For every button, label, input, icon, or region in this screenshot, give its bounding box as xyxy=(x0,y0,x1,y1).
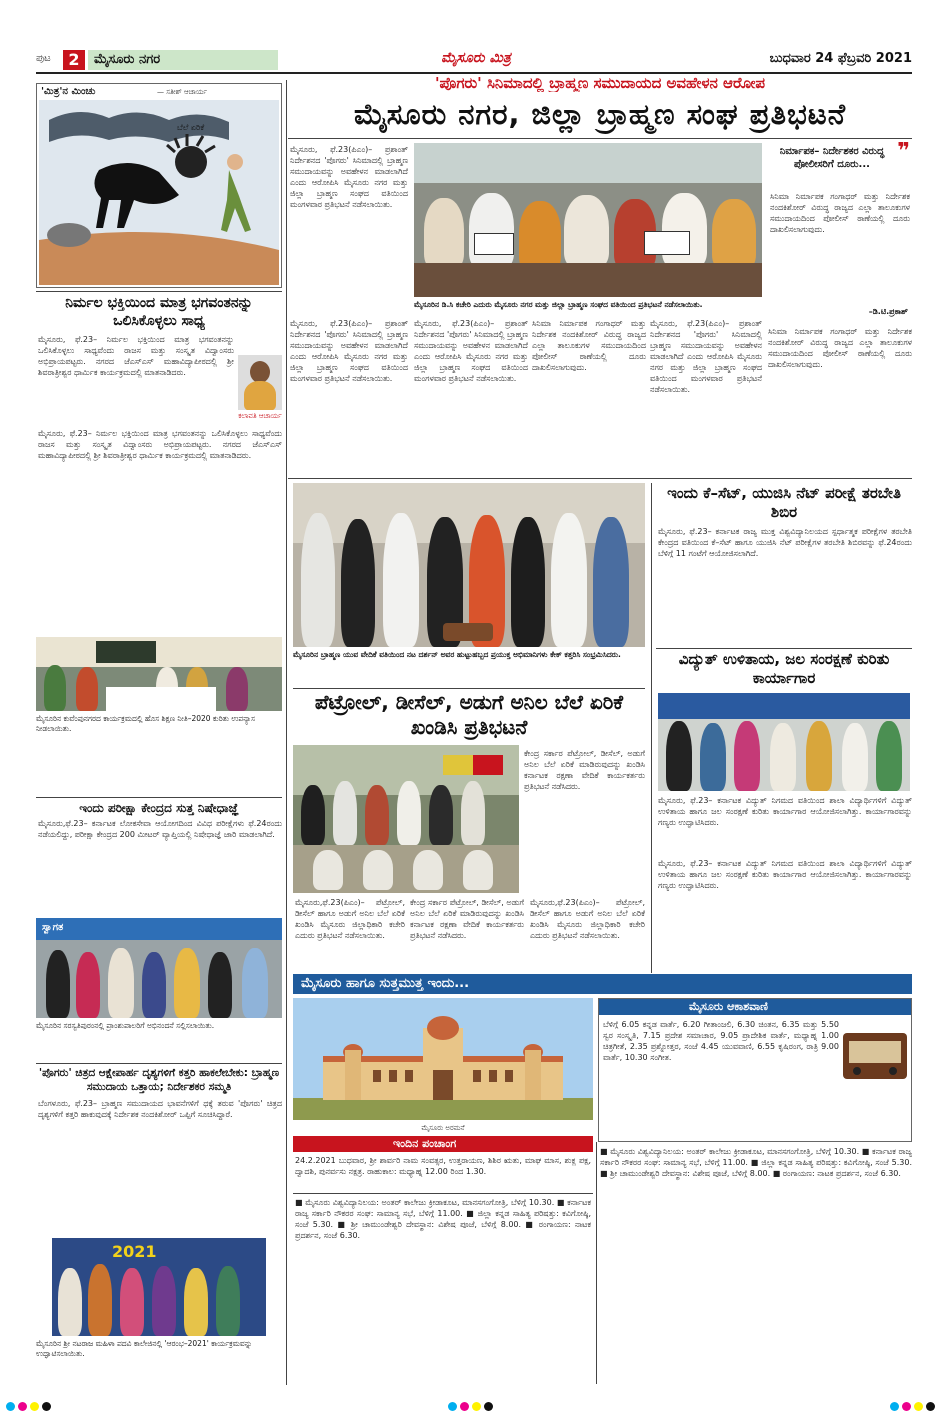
quote-author: –ಡಿ.ಟಿ.ಪ್ರಕಾಶ್ xyxy=(868,307,908,316)
lead-protest-photo xyxy=(414,143,762,297)
devotion-portrait xyxy=(238,355,282,410)
page-number-box xyxy=(63,50,85,70)
panchanga-title-bar: ಇಂದಿನ ಪಂಚಾಂಗ xyxy=(293,1136,593,1152)
lead-kicker: 'ಪೊಗರು' ಸಿನಿಮಾದಲ್ಲಿ ಬ್ರಾಹ್ಮಣ ಸಮುದಾಯದ ಅವಹೇಳನ ಆರೋಪ xyxy=(434,74,766,92)
panchanga-body: 24.2.2021 ಬುಧವಾರ, ಶ್ರೀ ಶಾರ್ವರಿ ನಾಮ ಸಂವತ್ಸರ, ಉತ್ತರಾಯಣ, ಶಿಶಿರ ಋತು, ಮಾಘ ಮಾಸ, ಶುಕ್ಲ ಪಕ್ಷ, ದ್ವಾದಶಿ, ಪುನರ್ವಸು ನಕ್ಷತ್ರ. ರಾಹುಕಾಲ: ಮಧ್ಯಾಹ್ನ 12.00 ರಿಂದ 1.30. xyxy=(295,1156,591,1176)
palace-photo xyxy=(293,998,593,1120)
devotion-body-2: ಮೈಸೂರು, ಫೆ.23– ನಿರ್ಮಲ ಭಕ್ತಿಯಿಂದ ಮಾತ್ರ ಭಗವಂತನನ್ನು ಒಲಿಸಿಕೊಳ್ಳಲು ಸಾಧ್ಯವೆಂದು ರಾಜಸ ಮತ್ತು ಸಂಸ್ಕೃತ ವಿದ್ವಾಂಸರು ಅಭಿಪ್ರಾಯಪಟ್ಟರು. ನಗರದ ಜೆಎಸ್ಎಸ್ ಮಹಾವಿದ್ಯಾಪೀಠದಲ್ಲಿ ಶ್ರೀ ಶಿವರಾತ್ರೀಶ್ವರ ಧಾರ್ಮಿಕ ಕಾರ್ಯಕ್ರಮದಲ್ಲಿ ಮಾತನಾಡಿದರು. xyxy=(38,429,282,460)
page-label: ಪುಟ xyxy=(36,53,51,64)
fuel-headline: ಪೆಟ್ರೋಲ್, ಡೀಸೆಲ್, ಅಡುಗೆ ಅನಿಲ ಬೆಲೆ ಏರಿಕೆ ಖಂಡಿಸಿ ಪ್ರತಿಭಟನೆ xyxy=(314,690,624,739)
today-banner: ಮೈಸೂರು ಹಾಗೂ ಸುತ್ತಮುತ್ತ ಇಂದು... xyxy=(293,974,912,994)
cartoon-panel xyxy=(36,83,282,288)
cartoon-bubble: ಬೆಲೆ ಏರಿಕೆ xyxy=(177,123,205,132)
brahmin2-body: ಬೆಂಗಳೂರು, ಫೆ.23– ಬ್ರಾಹ್ಮಣ ಸಮುದಾಯದ ಭಾವನೆಗಳಿಗೆ ಧಕ್ಕೆ ತರುವ 'ಪೊಗರು' ಚಿತ್ರದ ದೃಶ್ಯಗಳಿಗೆ ಕತ್ತರಿ ಹಾಕುವುದಕ್ಕೆ ನಿರ್ದೇಶಕ ನಂದಕಿಶೋರ್ ಒಪ್ಪಿಗೆ ಸೂಚಿಸಿದ್ದಾರೆ. xyxy=(38,1099,282,1119)
brahmin2-photo: 2021 xyxy=(52,1238,266,1336)
masthead: ಮೈಸೂರು ಮಿತ್ರ xyxy=(441,50,511,66)
quote-mark: ❞ xyxy=(897,139,910,164)
fuel-body-3: ಮೈಸೂರು,ಫೆ.23(ಪಿಎಂ)– ಪೆಟ್ರೋಲ್, ಡೀಸೆಲ್ ಹಾಗೂ ಅಡುಗೆ ಅನಿಲ ಬೆಲೆ ಏರಿಕೆ ಖಂಡಿಸಿ ಮೈಸೂರು ಜಿಲ್ಲಾಧಿಕಾರಿ ಕಚೇರಿ ಎದುರು ಪ್ರತಿಭಟನೆ ನಡೆಸಲಾಯಿತು. xyxy=(530,898,645,940)
exam-photo-caption: ಮೈಸೂರಿನ ಸರಸ್ವತಿಪುರಂನಲ್ಲಿ ಪ್ರಾಂಶುಪಾಲರಿಗೆ ಅಭಿನಂದನೆ ಸಲ್ಲಿಸಲಾಯಿತು. xyxy=(36,1021,215,1030)
fuel-body: ಕೇಂದ್ರ ಸರ್ಕಾರ ಪೆಟ್ರೋಲ್, ಡೀಸೆಲ್, ಅಡುಗೆ ಅನಿಲ ಬೆಲೆ ಏರಿಕೆ ಮಾಡಿರುವುದನ್ನು ಖಂಡಿಸಿ ಕರ್ನಾಟಕ ರಕ್ಷಣಾ ವೇದಿಕೆ ಕಾರ್ಯಕರ್ತರು ಪ್ರತಿಭಟನೆ ನಡೆಸಿದರು. xyxy=(524,749,645,791)
color-registration-right xyxy=(890,1402,940,1414)
fuel-dateline: ಮೈಸೂರು,ಫೆ.23(ಪಿಎಂ)– ಪೆಟ್ರೋಲ್, ಡೀಸೆಲ್ ಹಾಗೂ ಅಡುಗೆ ಅನಿಲ ಬೆಲೆ ಏರಿಕೆ ಖಂಡಿಸಿ ಮೈಸೂರು ಜಿಲ್ಲಾಧಿಕಾರಿ ಕಚೇರಿ ಎದುರು ಪ್ರತಿಭಟನೆ ನಡೆಸಲಾಯಿತು. xyxy=(295,898,405,940)
exam-photo xyxy=(36,918,282,1018)
lead-quote-box xyxy=(768,139,912,323)
kset-body: ಮೈಸೂರು, ಫೆ.23– ಕರ್ನಾಟಕ ರಾಜ್ಯ ಮುಕ್ತ ವಿಶ್ವವಿದ್ಯಾನಿಲಯದ ಸ್ಪರ್ಧಾತ್ಮಕ ಪರೀಕ್ಷೆಗಳ ತರಬೇತಿ ಕೇಂದ್ರದ ವತಿಯಿಂದ ಕೆ–ಸೆಟ್ ಹಾಗೂ ಯುಜಿಸಿ ನೆಟ್ ಪರೀಕ್ಷೆಗಳ ತರಬೇತಿ ಶಿಬಿರವನ್ನು ಫೆ.24ರಂದು ಬೆಳಿಗ್ಗೆ 11 ಗಂಟೆಗೆ ಆಯೋಜಿಸಲಾಗಿದೆ. xyxy=(658,527,912,558)
lead-body-5: ಮೈಸೂರು, ಫೆ.23(ಪಿಎಂ)– ಪ್ರಶಾಂತ್ ನಿರ್ದೇಶನದ 'ಪೊಗರು' ಸಿನಿಮಾದಲ್ಲಿ ಬ್ರಾಹ್ಮಣ ಸಮುದಾಯವನ್ನು ಅವಹೇಳನ ಮಾಡಲಾಗಿದೆ ಎಂದು ಆರೋಪಿಸಿ ಮೈಸೂರು ನಗರ ಮತ್ತು ಜಿಲ್ಲಾ ಬ್ರಾಹ್ಮಣ ಸಂಘದ ವತಿಯಿಂದ ಮಂಗಳವಾರ ಪ್ರತಿಭಟನೆ ನಡೆಸಲಾಯಿತು. xyxy=(650,319,762,394)
group-photo-caption: ಮೈಸೂರಿನ ಬ್ರಾಹ್ಮಣ ಯುವ ವೇದಿಕೆ ವತಿಯಿಂದ ನಟ ದರ್ಶನ್ ಅವರ ಹುಟ್ಟುಹಬ್ಬದ ಪ್ರಯುಕ್ತ ಅಭಿಮಾನಿಗಳು ಕೇಕ್ ಕತ್ತರಿಸಿ ಸಂಭ್ರಮಿಸಿದರು. xyxy=(293,650,621,659)
lead-photo-caption: ಮೈಸೂರಿನ ಡಿ.ಸಿ ಕಚೇರಿ ಎದುರು ಮೈಸೂರು ನಗರ ಮತ್ತು ಜಿಲ್ಲಾ ಬ್ರಾಹ್ಮಣ ಸಂಘದ ವತಿಯಿಂದ ಪ್ರತಿಭಟನೆ ನಡೆಸಲಾಯಿತು. xyxy=(414,300,703,309)
cartoon-title: 'ಮಿತ್ರ'ನ ಮಿಂಚು xyxy=(41,86,96,97)
lead-body-3: ಮೈಸೂರು, ಫೆ.23(ಪಿಎಂ)– ಪ್ರಶಾಂತ್ ನಿರ್ದೇಶನದ 'ಪೊಗರು' ಸಿನಿಮಾದಲ್ಲಿ ಬ್ರಾಹ್ಮಣ ಸಮುದಾಯವನ್ನು ಅವಹೇಳನ ಮಾಡಲಾಗಿದೆ ಎಂದು ಆರೋಪಿಸಿ ಮೈಸೂರು ನಗರ ಮತ್ತು ಜಿಲ್ಲಾ ಬ್ರಾಹ್ಮಣ ಸಂಘದ ವತಿಯಿಂದ ಮಂಗಳವಾರ ಪ್ರತಿಭಟನೆ ನಡೆಸಲಾಯಿತು. xyxy=(414,319,528,383)
lead-column-1: ಮೈಸೂರು, ಫೆ.23(ಪಿಎಂ)– ಪ್ರಶಾಂತ್ ನಿರ್ದೇಶನದ 'ಪೊಗರು' ಸಿನಿಮಾದಲ್ಲಿ ಬ್ರಾಹ್ಮಣ ಸಮುದಾಯವನ್ನು ಅವಹೇಳನ ಮಾಡಲಾಗಿದೆ ಎಂದು ಆರೋಪಿಸಿ ಮೈಸೂರು ನಗರ ಮತ್ತು ಜಿಲ್ಲಾ ಬ್ರಾಹ್ಮಣ ಸಂಘದ ವತಿಯಿಂದ ಮಂಗಳವಾರ ಪ್ರತಿಭಟನೆ ನಡೆಸಲಾಯಿತು. xyxy=(290,145,408,209)
lead-body-2: ಮೈಸೂರು, ಫೆ.23(ಪಿಎಂ)– ಪ್ರಶಾಂತ್ ನಿರ್ದೇಶನದ 'ಪೊಗರು' ಸಿನಿಮಾದಲ್ಲಿ ಬ್ರಾಹ್ಮಣ ಸಮುದಾಯವನ್ನು ಅವಹೇಳನ ಮಾಡಲಾಗಿದೆ ಎಂದು ಆರೋಪಿಸಿ ಮೈಸೂರು ನಗರ ಮತ್ತು ಜಿಲ್ಲಾ ಬ್ರಾಹ್ಮಣ ಸಂಘದ ವತಿಯಿಂದ ಮಂಗಳವಾರ ಪ್ರತಿಭಟನೆ ನಡೆಸಲಾಯಿತು. xyxy=(290,319,408,383)
brahmin2-photo-caption: ಮೈಸೂರಿನ ಶ್ರೀ ನಟರಾಜ ಮಹಿಳಾ ಪದವಿ ಕಾಲೇಜಿನಲ್ಲಿ 'ಆರಂಭ–2021' ಕಾರ್ಯಕ್ರಮವನ್ನು ಉದ್ಘಾಟಿಸಲಾಯಿತು. xyxy=(36,1339,253,1358)
quote-body: ಸಿನಿಮಾ ನಿರ್ಮಾಪಕ ಗಂಗಾಧರ್ ಮತ್ತು ನಿರ್ದೇಶಕ ನಂದಕಿಶೋರ್ ವಿರುದ್ಧ ರಾಜ್ಯದ ಎಲ್ಲಾ ತಾಲೂಕುಗಳ ಸಮುದಾಯದಿಂದ ಪೋಲೀಸ್ ಠಾಣೆಯಲ್ಲಿ ದೂರು ದಾಖಲಿಸಲಾಗುವುದು. xyxy=(770,192,910,234)
color-registration-center xyxy=(448,1402,498,1414)
fuel-protest-photo xyxy=(293,745,519,893)
kset-headline: ಇಂದು ಕೆ–ಸೆಟ್, ಯುಜಿಸಿ ನೆಟ್ ಪರೀಕ್ಷೆ ತರಬೇತಿ ಶಿಬಿರ xyxy=(667,484,901,521)
fuel-body-2: ಕೇಂದ್ರ ಸರ್ಕಾರ ಪೆಟ್ರೋಲ್, ಡೀಸೆಲ್, ಅಡುಗೆ ಅನಿಲ ಬೆಲೆ ಏರಿಕೆ ಮಾಡಿರುವುದನ್ನು ಖಂಡಿಸಿ ಕರ್ನಾಟಕ ರಕ್ಷಣಾ ವೇದಿಕೆ ಕಾರ್ಯಕರ್ತರು ಪ್ರತಿಭಟನೆ ನಡೆಸಿದರು. xyxy=(410,898,524,940)
devotion-photo-caption: ಮೈಸೂರಿನ ಕುವೆಂಪುನಗರದ ಕಾರ್ಯಕ್ರಮದಲ್ಲಿ ಹೊಸ ಶಿಕ್ಷಣ ನೀತಿ–2020 ಕುರಿತು ಉಪನ್ಯಾಸ ನೀಡಲಾಯಿತು. xyxy=(36,714,255,733)
palace-illustration xyxy=(293,998,593,1120)
events-body-right: ■ ಮೈಸೂರು ವಿಶ್ವವಿದ್ಯಾನಿಲಯ: ಅಂತರ್ ಕಾಲೇಜು ಕ್ರೀಡಾಕೂಟ, ಮಾನಸಗಂಗೋತ್ರಿ, ಬೆಳಿಗ್ಗೆ 10.30. ■ ಕರ್ನಾಟಕ ರಾಜ್ಯ ಸರ್ಕಾರಿ ನೌಕರರ ಸಂಘ: ಸಾಮಾನ್ಯ ಸಭೆ, ಬೆಳಿಗ್ಗೆ 11.00. ■ ಜಿಲ್ಲಾ ಕನ್ನಡ ಸಾಹಿತ್ಯ ಪರಿಷತ್ತು: ಕವಿಗೋಷ್ಠಿ, ಸಂಜೆ 5.30. ■ ಶ್ರೀ ಚಾಮುಂಡೇಶ್ವರಿ ದೇವಸ್ಥಾನ: ವಿಶೇಷ ಪೂಜೆ, ಬೆಳಿಗ್ಗೆ 8.00. ■ ರಂಗಾಯಣ: ನಾಟಕ ಪ್ರದರ್ಶನ, ಸಂಜೆ 6.30. xyxy=(600,1147,912,1178)
electric-photo xyxy=(658,693,910,791)
quote-headline: ನಿರ್ಮಾಪಕ– ನಿರ್ದೇಶಕರ ವಿರುದ್ಧ ಪೋಲೀಸರಿಗೆ ದೂರು... xyxy=(779,146,885,170)
radio-icon xyxy=(843,1033,907,1079)
lead-headline: ಮೈಸೂರು ನಗರ, ಜಿಲ್ಲಾ ಬ್ರಾಹ್ಮಣ ಸಂಘ ಪ್ರತಿಭಟನೆ xyxy=(353,97,847,131)
portrait-name: ಕಲಾವತಿ ಆಚಾರ್ಯ xyxy=(238,412,282,420)
section-name: ಮೈಸೂರು ನಗರ xyxy=(88,50,278,70)
color-registration-left xyxy=(6,1402,96,1414)
page-date: ಬುಧವಾರ 24 ಫೆಬ್ರವರಿ 2021 xyxy=(769,51,912,66)
exam-body: ಮೈಸೂರು,ಫೆ.23– ಕರ್ನಾಟಕ ಲೋಕಸೇವಾ ಆಯೋಗದಿಂದ ವಿವಿಧ ಪರೀಕ್ಷೆಗಳು ಫೆ.24ರಂದು ನಡೆಯಲಿದ್ದು, ಪರೀಕ್ಷಾ ಕೇಂದ್ರದ 200 ಮೀಟರ್ ವ್ಯಾಪ್ತಿಯಲ್ಲಿ ನಿಷೇಧಾಜ್ಞೆ ಜಾರಿ ಮಾಡಲಾಗಿದೆ. xyxy=(38,819,282,839)
devotion-body: ಮೈಸೂರು, ಫೆ.23– ನಿರ್ಮಲ ಭಕ್ತಿಯಿಂದ ಮಾತ್ರ ಭಗವಂತನನ್ನು ಒಲಿಸಿಕೊಳ್ಳಲು ಸಾಧ್ಯವೆಂದು ರಾಜಸ ಮತ್ತು ಸಂಸ್ಕೃತ ವಿದ್ವಾಂಸರು ಅಭಿಪ್ರಾಯಪಟ್ಟರು. ನಗರದ ಜೆಎಸ್ಎಸ್ ಮಹಾವಿದ್ಯಾಪೀಠದಲ್ಲಿ ಶ್ರೀ ಶಿವರಾತ್ರೀಶ್ವರ ಧಾರ್ಮಿಕ ಕಾರ್ಯಕ್ರಮದಲ್ಲಿ ಮಾತನಾಡಿದರು. xyxy=(38,335,234,377)
exam-headline: ಇಂದು ಪರೀಕ್ಷಾ ಕೇಂದ್ರದ ಸುತ್ತ ನಿಷೇಧಾಜ್ಞೆ xyxy=(79,801,239,815)
palace-caption: ಮೈಸೂರು ಅರಮನೆ xyxy=(421,1124,465,1132)
page-header xyxy=(36,48,912,74)
electric-headline: ವಿದ್ಯುತ್ ಉಳಿತಾಯ, ಜಲ ಸಂರಕ್ಷಣೆ ಕುರಿತು ಕಾರ್ಯಾಗಾರ xyxy=(678,650,890,687)
page-number: 2 xyxy=(68,50,80,69)
lead-body-4: ಸಿನಿಮಾ ನಿರ್ಮಾಪಕ ಗಂಗಾಧರ್ ಮತ್ತು ನಿರ್ದೇಶಕ ನಂದಕಿಶೋರ್ ವಿರುದ್ಧ ರಾಜ್ಯದ ಎಲ್ಲಾ ತಾಲೂಕುಗಳ ಸಮುದಾಯದಿಂದ ಪೋಲೀಸ್ ಠಾಣೆಯಲ್ಲಿ ದೂರು ದಾಖಲಿಸಲಾಗುವುದು. xyxy=(532,319,646,372)
cartoon-illustration xyxy=(39,100,279,285)
group-cake-photo xyxy=(293,483,645,647)
radio-body: ಬೆಳಿಗ್ಗೆ 6.05 ಕನ್ನಡ ವಾರ್ತೆ, 6.20 ಗೀತಾಂಜಲಿ, 6.30 ಚಿಂತನ, 6.35 ಮತ್ತು 5.50 ಸ್ವರ ಸಂಸ್ಕೃತಿ, 7.15 ಪ್ರದೇಶ ಸಮಾಚಾರ, 9.05 ಪ್ರಾದೇಶಿಕ ವಾರ್ತೆ, ಮಧ್ಯಾಹ್ನ 1.00 ಚಿತ್ರಗೀತೆ, 2.35 ಪ್ರಶ್ನೋತ್ತರ, ಸಂಜೆ 4.45 ಯುವವಾಣಿ, 6.55 ಕೃಷಿರಂಗ, ರಾತ್ರಿ 9.00 ವಾರ್ತೆ, 10.30 ಸಂಗೀತ. xyxy=(603,1020,839,1062)
devotion-photo xyxy=(36,637,282,711)
radio-box xyxy=(598,998,912,1142)
events-body-left: ■ ಮೈಸೂರು ವಿಶ್ವವಿದ್ಯಾನಿಲಯ: ಅಂತರ್ ಕಾಲೇಜು ಕ್ರೀಡಾಕೂಟ, ಮಾನಸಗಂಗೋತ್ರಿ, ಬೆಳಿಗ್ಗೆ 10.30. ■ ಕರ್ನಾಟಕ ರಾಜ್ಯ ಸರ್ಕಾರಿ ನೌಕರರ ಸಂಘ: ಸಾಮಾನ್ಯ ಸಭೆ, ಬೆಳಿಗ್ಗೆ 11.00. ■ ಜಿಲ್ಲಾ ಕನ್ನಡ ಸಾಹಿತ್ಯ ಪರಿಷತ್ತು: ಕವಿಗೋಷ್ಠಿ, ಸಂಜೆ 5.30. ■ ಶ್ರೀ ಚಾಮುಂಡೇಶ್ವರಿ ದೇವಸ್ಥಾನ: ವಿಶೇಷ ಪೂಜೆ, ಬೆಳಿಗ್ಗೆ 8.00. ■ ರಂಗಾಯಣ: ನಾಟಕ ಪ್ರದರ್ಶನ, ಸಂಜೆ 6.30. xyxy=(295,1198,591,1240)
exam-banner-text: ಸ್ವಾಗತ xyxy=(42,922,64,933)
lead-body-6: ಸಿನಿಮಾ ನಿರ್ಮಾಪಕ ಗಂಗಾಧರ್ ಮತ್ತು ನಿರ್ದೇಶಕ ನಂದಕಿಶೋರ್ ವಿರುದ್ಧ ರಾಜ್ಯದ ಎಲ್ಲಾ ತಾಲೂಕುಗಳ ಸಮುದಾಯದಿಂದ ಪೋಲೀಸ್ ಠಾಣೆಯಲ್ಲಿ ದೂರು ದಾಖಲಿಸಲಾಗುವುದು. xyxy=(768,327,912,369)
devotion-headline: ನಿರ್ಮಲ ಭಕ್ತಿಯಿಂದ ಮಾತ್ರ ಭಗವಂತನನ್ನು ಒಲಿಸಿಕೊಳ್ಳಲು ಸಾಧ್ಯ xyxy=(65,295,253,329)
cartoon-artist: — ಸತೀಶ್ ಆಚಾರ್ಯ xyxy=(157,88,207,96)
brahmin2-headline: 'ಪೊಗರು' ಚಿತ್ರದ ಆಕ್ಷೇಪಾರ್ಹ ದೃಶ್ಯಗಳಿಗೆ ಕತ್ತರಿ ಹಾಕಲೇಬೇಕು: ಬ್ರಾಹ್ಮಣ ಸಮುದಾಯ ಒತ್ತಾಯ; ನಿರ್ದೇಶಕರ ಸಮ್ಮತಿ xyxy=(38,1067,280,1093)
electric-body: ಮೈಸೂರು, ಫೆ.23– ಕರ್ನಾಟಕ ವಿದ್ಯುತ್ ನಿಗಮದ ವತಿಯಿಂದ ಶಾಲಾ ವಿದ್ಯಾರ್ಥಿಗಳಿಗೆ ವಿದ್ಯುತ್ ಉಳಿತಾಯ ಹಾಗೂ ಜಲ ಸಂರಕ್ಷಣೆ ಕುರಿತು ಕಾರ್ಯಾಗಾರ ಆಯೋಜಿಸಲಾಗಿತ್ತು. ಕಾರ್ಯಾಗಾರವನ್ನು ಗಣ್ಯರು ಉದ್ಘಾಟಿಸಿದರು. xyxy=(658,796,912,827)
radio-title: ಮೈಸೂರು ಆಕಾಶವಾಣಿ xyxy=(599,999,911,1015)
electric-body-2: ಮೈಸೂರು, ಫೆ.23– ಕರ್ನಾಟಕ ವಿದ್ಯುತ್ ನಿಗಮದ ವತಿಯಿಂದ ಶಾಲಾ ವಿದ್ಯಾರ್ಥಿಗಳಿಗೆ ವಿದ್ಯುತ್ ಉಳಿತಾಯ ಹಾಗೂ ಜಲ ಸಂರಕ್ಷಣೆ ಕುರಿತು ಕಾರ್ಯಾಗಾರ ಆಯೋಜಿಸಲಾಗಿತ್ತು. ಕಾರ್ಯಾಗಾರವನ್ನು ಗಣ್ಯರು ಉದ್ಘಾಟಿಸಿದರು. xyxy=(658,859,912,890)
